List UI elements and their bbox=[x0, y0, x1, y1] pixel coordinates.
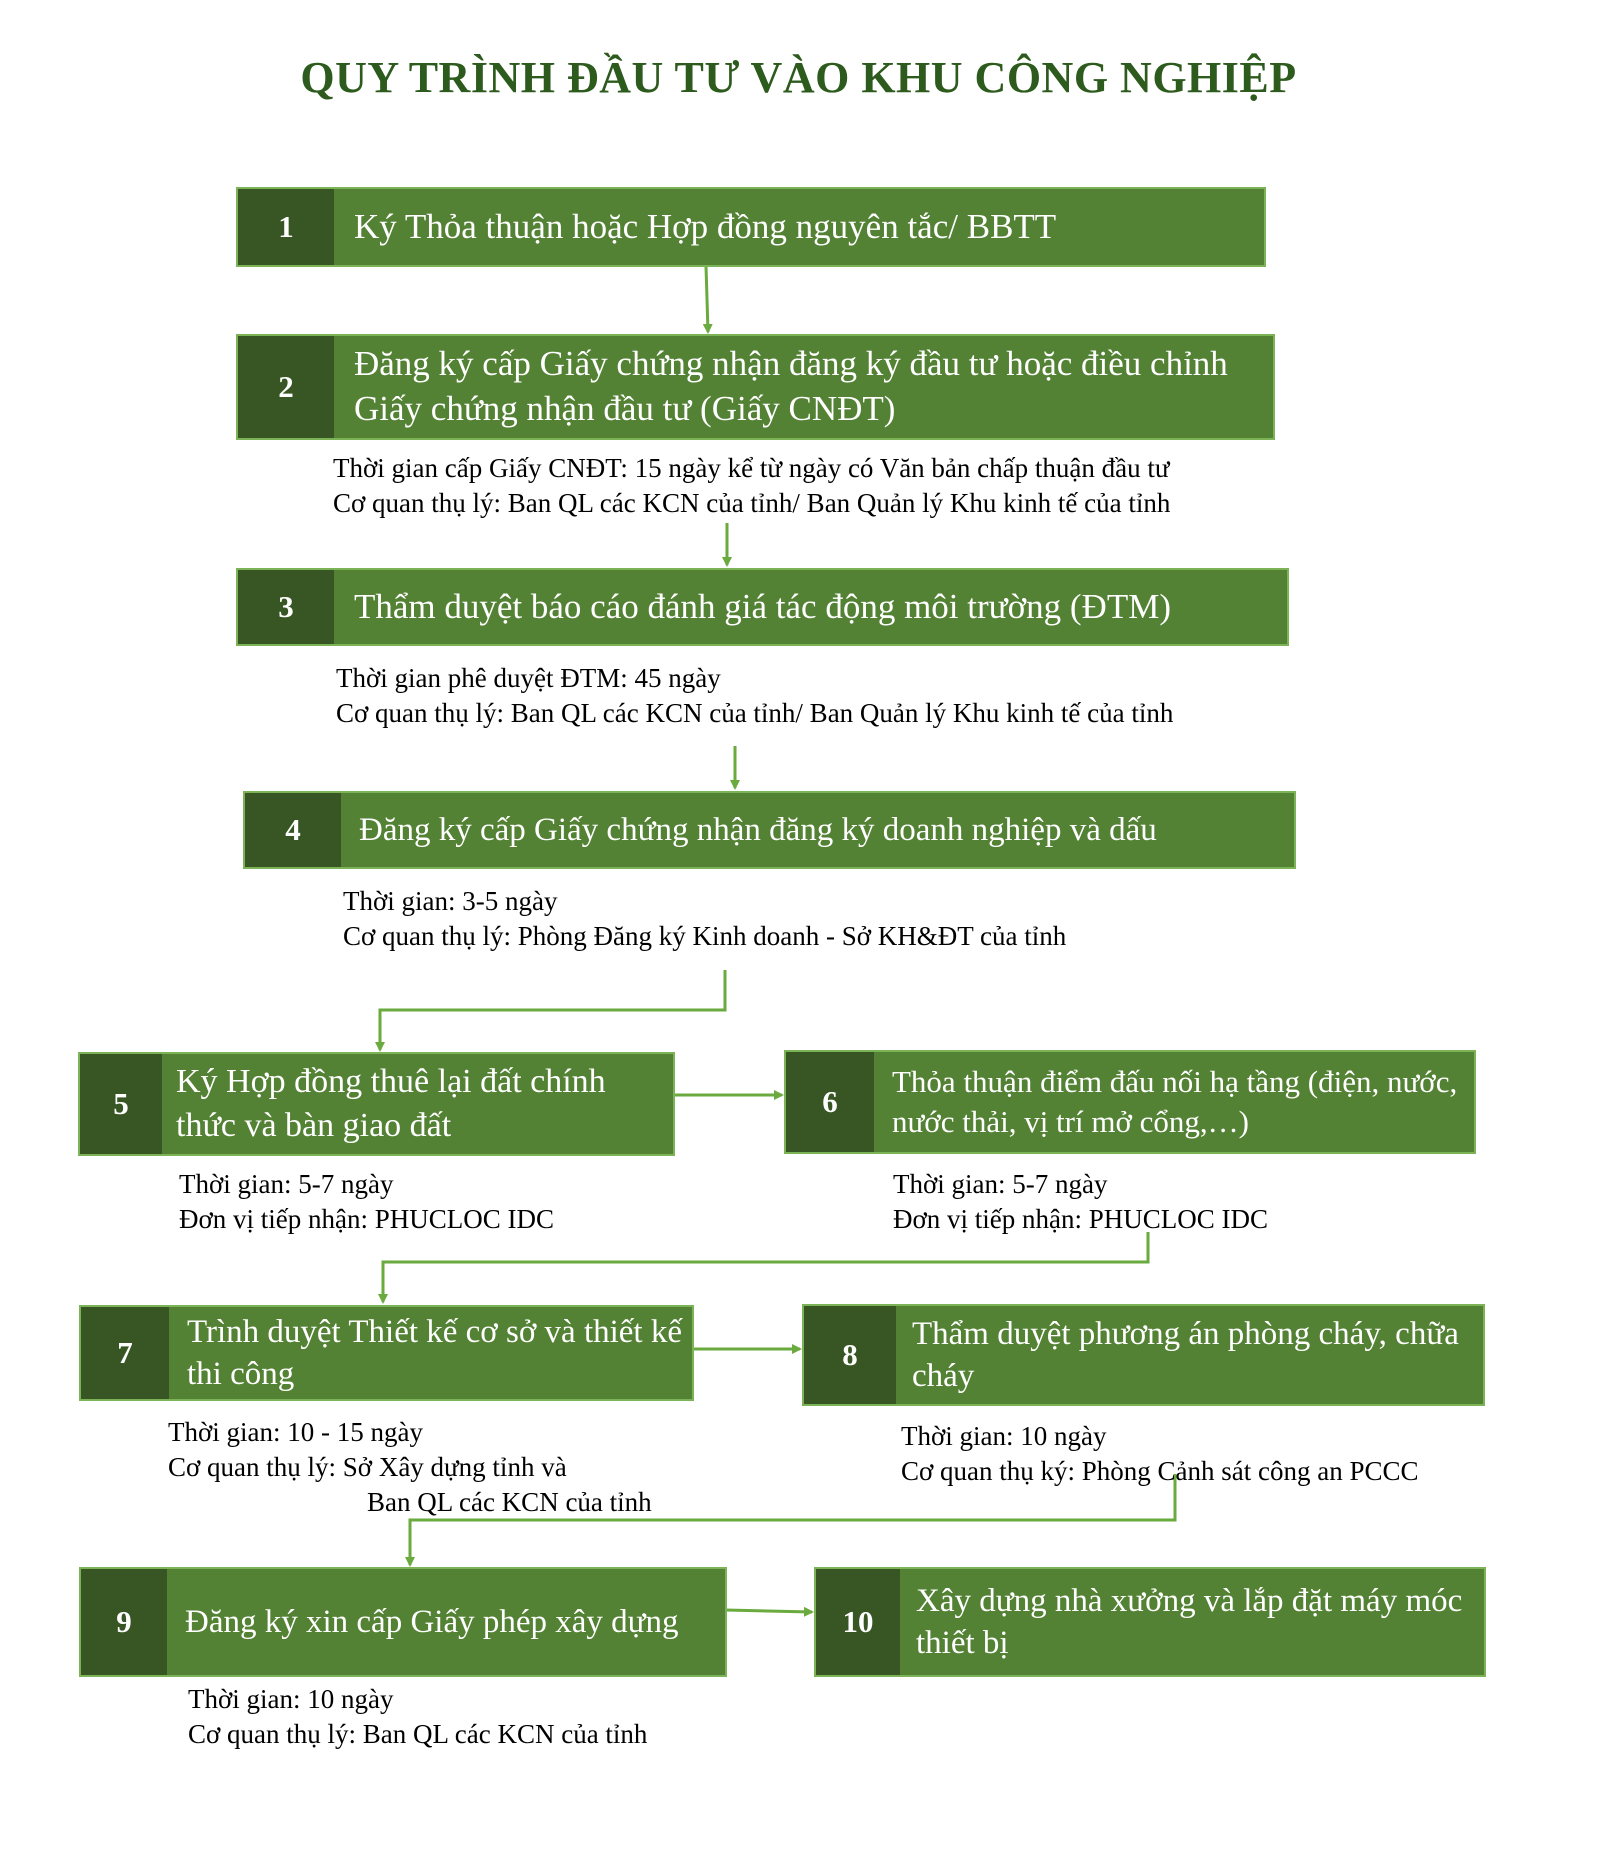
step-2-box bbox=[236, 334, 1275, 440]
step-8-note-agency: Cơ quan thụ ký: Phòng Cảnh sát công an PCCC bbox=[901, 1456, 1419, 1486]
step-2-note-time: Thời gian cấp Giấy CNĐT: 15 ngày kể từ ngày có Văn bản chấp thuận đầu tư bbox=[333, 453, 1170, 483]
arrow-4-5 bbox=[380, 970, 725, 1050]
step-7-note-agency-cont: Ban QL các KCN của tỉnh bbox=[367, 1487, 652, 1517]
step-3-number: 3 bbox=[238, 570, 334, 644]
arrow-9-10 bbox=[725, 1610, 812, 1612]
step-3-note-agency: Cơ quan thụ lý: Ban QL các KCN của tỉnh/ Ban Quản lý Khu kinh tế của tỉnh bbox=[336, 698, 1174, 728]
arrow-6-7 bbox=[383, 1232, 1148, 1302]
step-9-box bbox=[79, 1567, 727, 1677]
step-5-number: 5 bbox=[80, 1054, 162, 1154]
step-2-note-agency: Cơ quan thụ lý: Ban QL các KCN của tỉnh/ Ban Quản lý Khu kinh tế của tỉnh bbox=[333, 488, 1171, 518]
step-4-number: 4 bbox=[245, 793, 341, 867]
step-9-label: Đăng ký xin cấp Giấy phép xây dựng bbox=[185, 1603, 679, 1640]
step-8-box bbox=[802, 1304, 1485, 1406]
step-3-note-time: Thời gian phê duyệt ĐTM: 45 ngày bbox=[336, 663, 721, 693]
step-5-note-unit: Đơn vị tiếp nhận: PHUCLOC IDC bbox=[179, 1204, 555, 1234]
step-3-box bbox=[236, 568, 1289, 646]
step-7-note-agency: Cơ quan thụ lý: Sở Xây dựng tỉnh và bbox=[168, 1452, 567, 1482]
arrow-1-2 bbox=[706, 266, 708, 332]
step-5-note-time: Thời gian: 5-7 ngày bbox=[179, 1169, 394, 1199]
step-10-label: Xây dựng nhà xưởng và lắp đặt máy móc thiết bị bbox=[916, 1582, 1463, 1661]
step-7-number: 7 bbox=[81, 1307, 169, 1399]
step-6-box bbox=[784, 1050, 1476, 1154]
step-4-note-time: Thời gian: 3-5 ngày bbox=[343, 886, 558, 916]
step-9-note-time: Thời gian: 10 ngày bbox=[188, 1684, 394, 1714]
step-10-box bbox=[814, 1567, 1486, 1677]
step-7-label: Trình duyệt Thiết kế cơ sở và thiết kế thi công bbox=[187, 1313, 682, 1392]
page-title: QUY TRÌNH ĐẦU TƯ VÀO KHU CÔNG NGHIỆP bbox=[300, 53, 1297, 102]
step-2-number: 2 bbox=[238, 336, 334, 438]
step-8-label: Thẩm duyệt phương án phòng cháy, chữa cháy bbox=[912, 1315, 1459, 1394]
step-1-box bbox=[236, 187, 1266, 267]
step-7-box bbox=[79, 1305, 694, 1401]
step-8-note-time: Thời gian: 10 ngày bbox=[901, 1421, 1107, 1451]
step-5-label: Ký Hợp đồng thuê lại đất chính thức và bàn giao đất bbox=[176, 1063, 606, 1144]
step-4-label: Đăng ký cấp Giấy chứng nhận đăng ký doanh nghiệp và dấu bbox=[359, 811, 1157, 848]
step-1-label: Ký Thỏa thuận hoặc Hợp đồng nguyên tắc/ BBTT bbox=[354, 206, 1057, 246]
step-2-label: Đăng ký cấp Giấy chứng nhận đăng ký đầu tư hoặc điều chỉnh Giấy chứng nhận đầu tư (Giấy CNĐT) bbox=[354, 344, 1228, 428]
step-6-note-unit: Đơn vị tiếp nhận: PHUCLOC IDC bbox=[893, 1204, 1269, 1234]
step-10-number: 10 bbox=[816, 1569, 900, 1675]
step-9-note-agency: Cơ quan thụ lý: Ban QL các KCN của tỉnh bbox=[188, 1719, 648, 1749]
step-6-label: Thỏa thuận điểm đấu nối hạ tầng (điện, nước, nước thải, vị trí mở cổng,…) bbox=[892, 1064, 1458, 1139]
step-7-note-time: Thời gian: 10 - 15 ngày bbox=[168, 1417, 423, 1447]
step-6-note-time: Thời gian: 5-7 ngày bbox=[893, 1169, 1108, 1199]
step-1-number: 1 bbox=[238, 189, 334, 265]
step-6-number: 6 bbox=[786, 1052, 874, 1152]
step-9-number: 9 bbox=[81, 1569, 167, 1675]
step-5-box bbox=[78, 1052, 675, 1156]
step-4-box bbox=[243, 791, 1296, 869]
step-8-number: 8 bbox=[804, 1306, 896, 1404]
step-3-label: Thẩm duyệt báo cáo đánh giá tác động môi trường (ĐTM) bbox=[354, 586, 1171, 626]
step-4-note-agency: Cơ quan thụ lý: Phòng Đăng ký Kinh doanh - Sở KH&ĐT của tỉnh bbox=[343, 921, 1067, 951]
